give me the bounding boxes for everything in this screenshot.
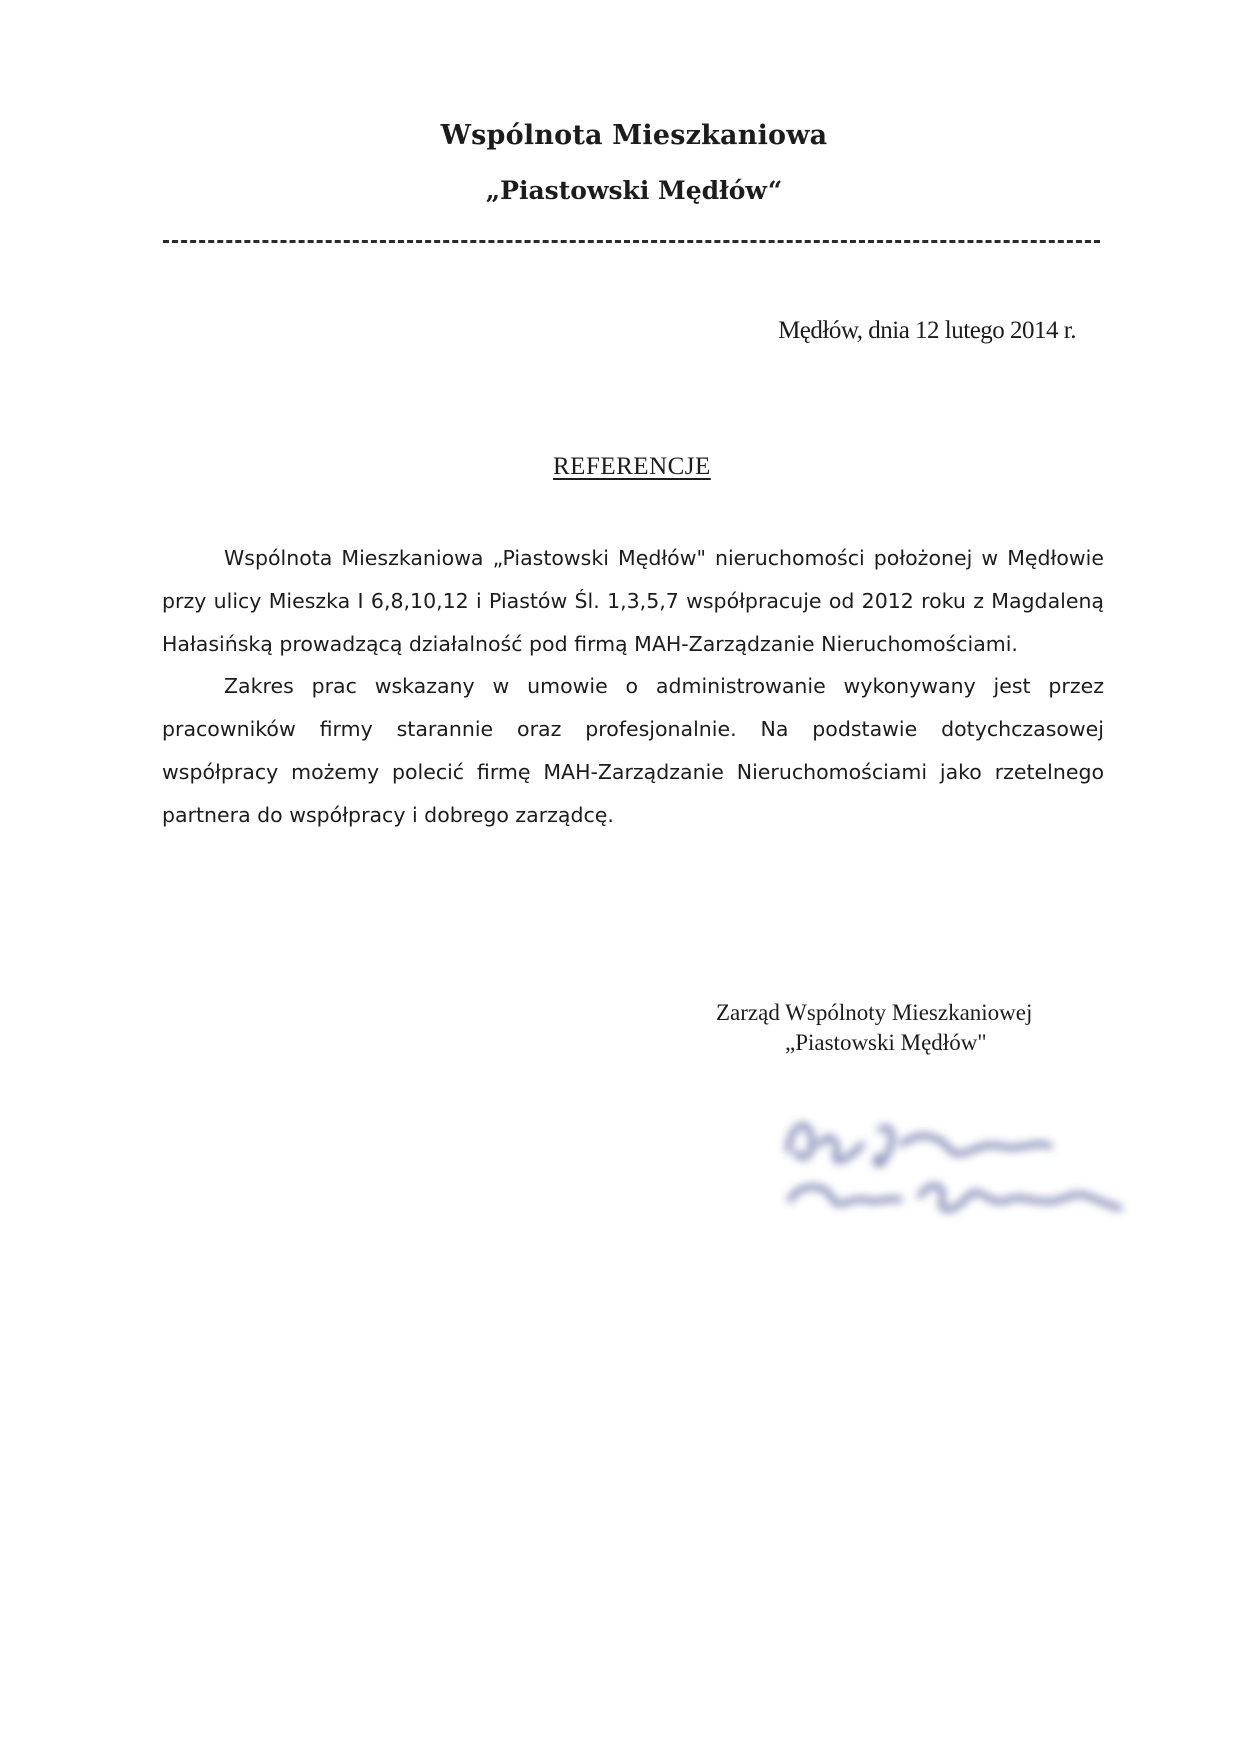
document-title: REFERENCJE	[553, 453, 711, 480]
organization-heading: Wspólnota Mieszkaniowa	[440, 120, 828, 151]
handwritten-signature	[770, 1100, 1130, 1250]
signoff-line-2: „Piastowski Mędłów"	[785, 1030, 987, 1055]
body-paragraph-1: Wspólnota Mieszkaniowa „Piastowski Mędłów" nieruchomości położonej w Mędłowie przy ulicy Mieszka I 6,8,10,12 i Piastów Śl. 1,3,5,7 współpracuje od 2012 roku z Magdaleną Hałasińską prowadzącą działalność pod firmą MAH-Zarządzanie Nieruchomościami.	[162, 546, 1104, 656]
header-divider	[163, 240, 1100, 243]
signoff-block	[716, 998, 1032, 1058]
body-paragraph-2: Zakres prac wskazany w umowie o administrowanie wykonywany jest przez pracowników firmy starannie oraz profesjonalnie. Na podstawie dotychczasowej współpracy możemy polecić firmę MAH-Zarządzanie Nieruchomościami jako rzetelnego partnera do współpracy i dobrego zarządcę.	[162, 674, 1104, 827]
place-and-date: Mędłów, dnia 12 lutego 2014 r.	[778, 317, 1076, 344]
organization-name: „Piastowski Mędłów“	[485, 176, 783, 205]
letter-body	[162, 537, 1104, 837]
signoff-line-1: Zarząd Wspólnoty Mieszkaniowej	[716, 1000, 1033, 1025]
